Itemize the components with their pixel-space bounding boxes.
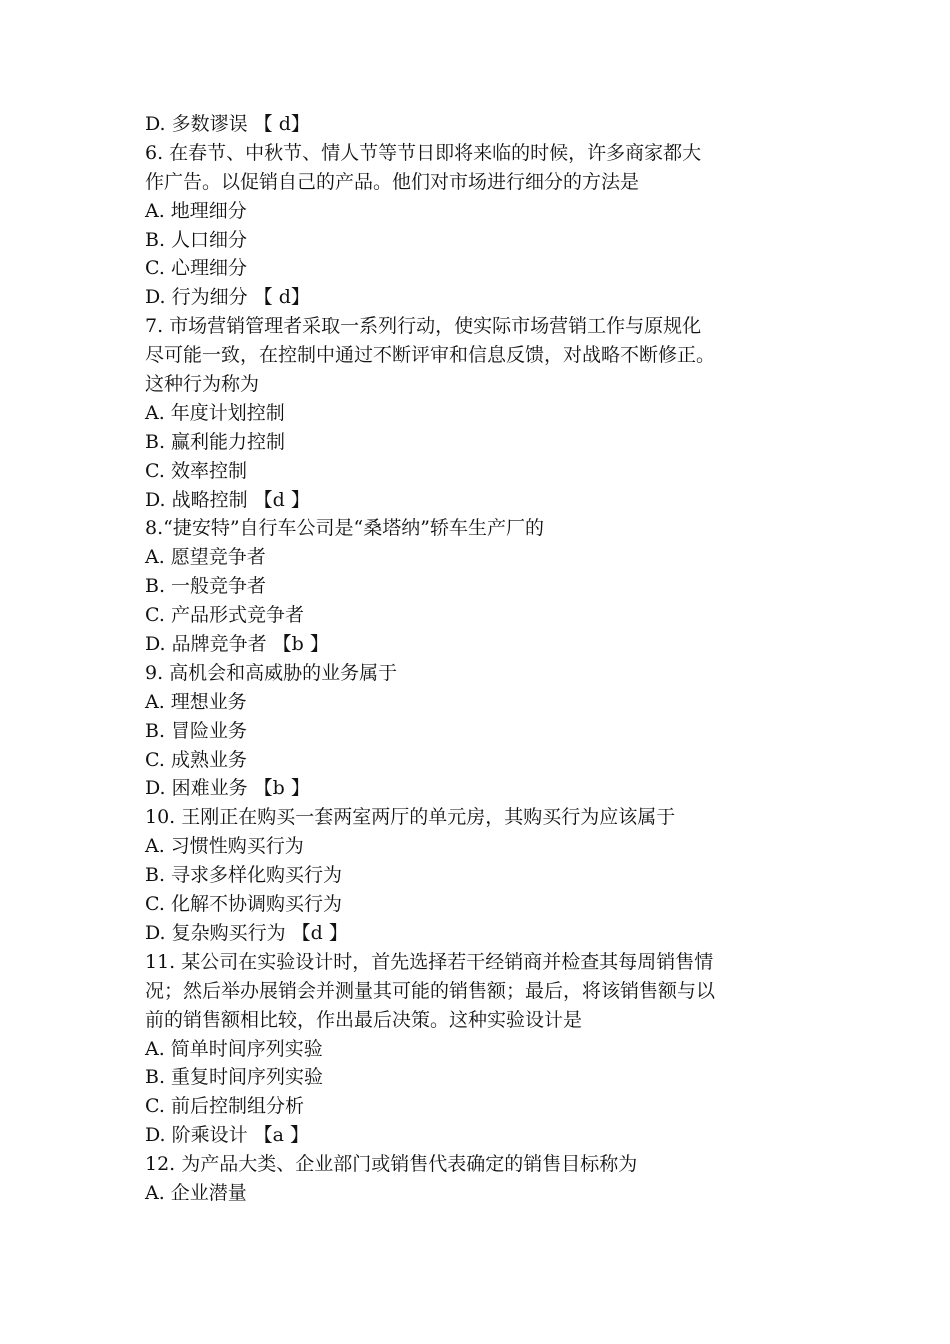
option-c-q6: C. 心理细分	[145, 257, 247, 280]
option-d-q11: D. 阶乘设计 【a 】	[145, 1124, 310, 1147]
option-a-q9: A. 理想业务	[145, 690, 247, 713]
option-a-q10: A. 习惯性购买行为	[145, 835, 304, 858]
option-d-q5: D. 多数谬误 【 d】	[145, 113, 310, 135]
document-page	[145, 110, 815, 1208]
option-b-q8: B. 一般竞争者	[145, 575, 267, 598]
option-d-q8: D. 品牌竞争者 【b 】	[145, 633, 329, 656]
question-12-stem: 12. 为产品大类、企业部门或销售代表确定的销售目标称为	[145, 1153, 638, 1176]
option-c-q9: C. 成熟业务	[145, 748, 247, 771]
option-c-q7: C. 效率控制	[145, 459, 247, 482]
question-11-stem-line-3: 前的销售额相比较，作出最后决策。这种实验设计是	[145, 1008, 583, 1031]
option-c-q8: C. 产品形式竞争者	[145, 604, 304, 627]
option-a-q6: A. 地理细分	[145, 199, 247, 222]
question-8-stem: 8.“捷安特”自行车公司是“桑塔纳”轿车生产厂的	[145, 517, 544, 540]
question-11-stem-line-2: 况；然后举办展销会并测量其可能的销售额；最后，将该销售额与以	[145, 979, 716, 1002]
question-7-stem-line-2: 尽可能一致，在控制中通过不断评审和信息反馈，对战略不断修正。	[145, 344, 716, 367]
option-b-q10: B. 寻求多样化购买行为	[145, 864, 343, 887]
option-a-q8: A. 愿望竞争者	[145, 546, 266, 569]
question-11-stem-line-1: 11. 某公司在实验设计时，首先选择若干经销商并检查其每周销售情	[145, 950, 714, 973]
option-a-q12: A. 企业潜量	[145, 1181, 247, 1204]
question-7-stem-line-3: 这种行为称为	[145, 373, 260, 396]
option-b-q9: B. 冒险业务	[145, 719, 248, 742]
option-b-q6: B. 人口细分	[145, 228, 248, 251]
option-c-q11: C. 前后控制组分析	[145, 1095, 304, 1118]
option-a-q7: A. 年度计划控制	[145, 401, 285, 424]
question-9-stem: 9. 高机会和高威胁的业务属于	[145, 661, 398, 684]
question-6-stem-line-1: 6. 在春节、中秋节、情人节等节日即将来临的时候，许多商家都大	[145, 141, 702, 164]
question-7-stem-line-1: 7. 市场营销管理者采取一系列行动，使实际市场营销工作与原规化	[145, 315, 702, 338]
option-d-q7: D. 战略控制 【d 】	[145, 488, 310, 511]
question-6-stem-line-2: 作广告。以促销自己的产品。他们对市场进行细分的方法是	[145, 170, 640, 193]
option-b-q11: B. 重复时间序列实验	[145, 1066, 324, 1089]
option-d-q6: D. 行为细分 【 d】	[145, 286, 310, 309]
option-d-q9: D. 困难业务 【b 】	[145, 777, 310, 800]
option-a-q11: A. 简单时间序列实验	[145, 1037, 323, 1060]
option-c-q10: C. 化解不协调购买行为	[145, 893, 342, 916]
option-d-q10: D. 复杂购买行为 【d 】	[145, 921, 348, 944]
option-b-q7: B. 赢利能力控制	[145, 430, 286, 453]
question-10-stem: 10. 王刚正在购买一套两室两厅的单元房，其购买行为应该属于	[145, 806, 676, 829]
